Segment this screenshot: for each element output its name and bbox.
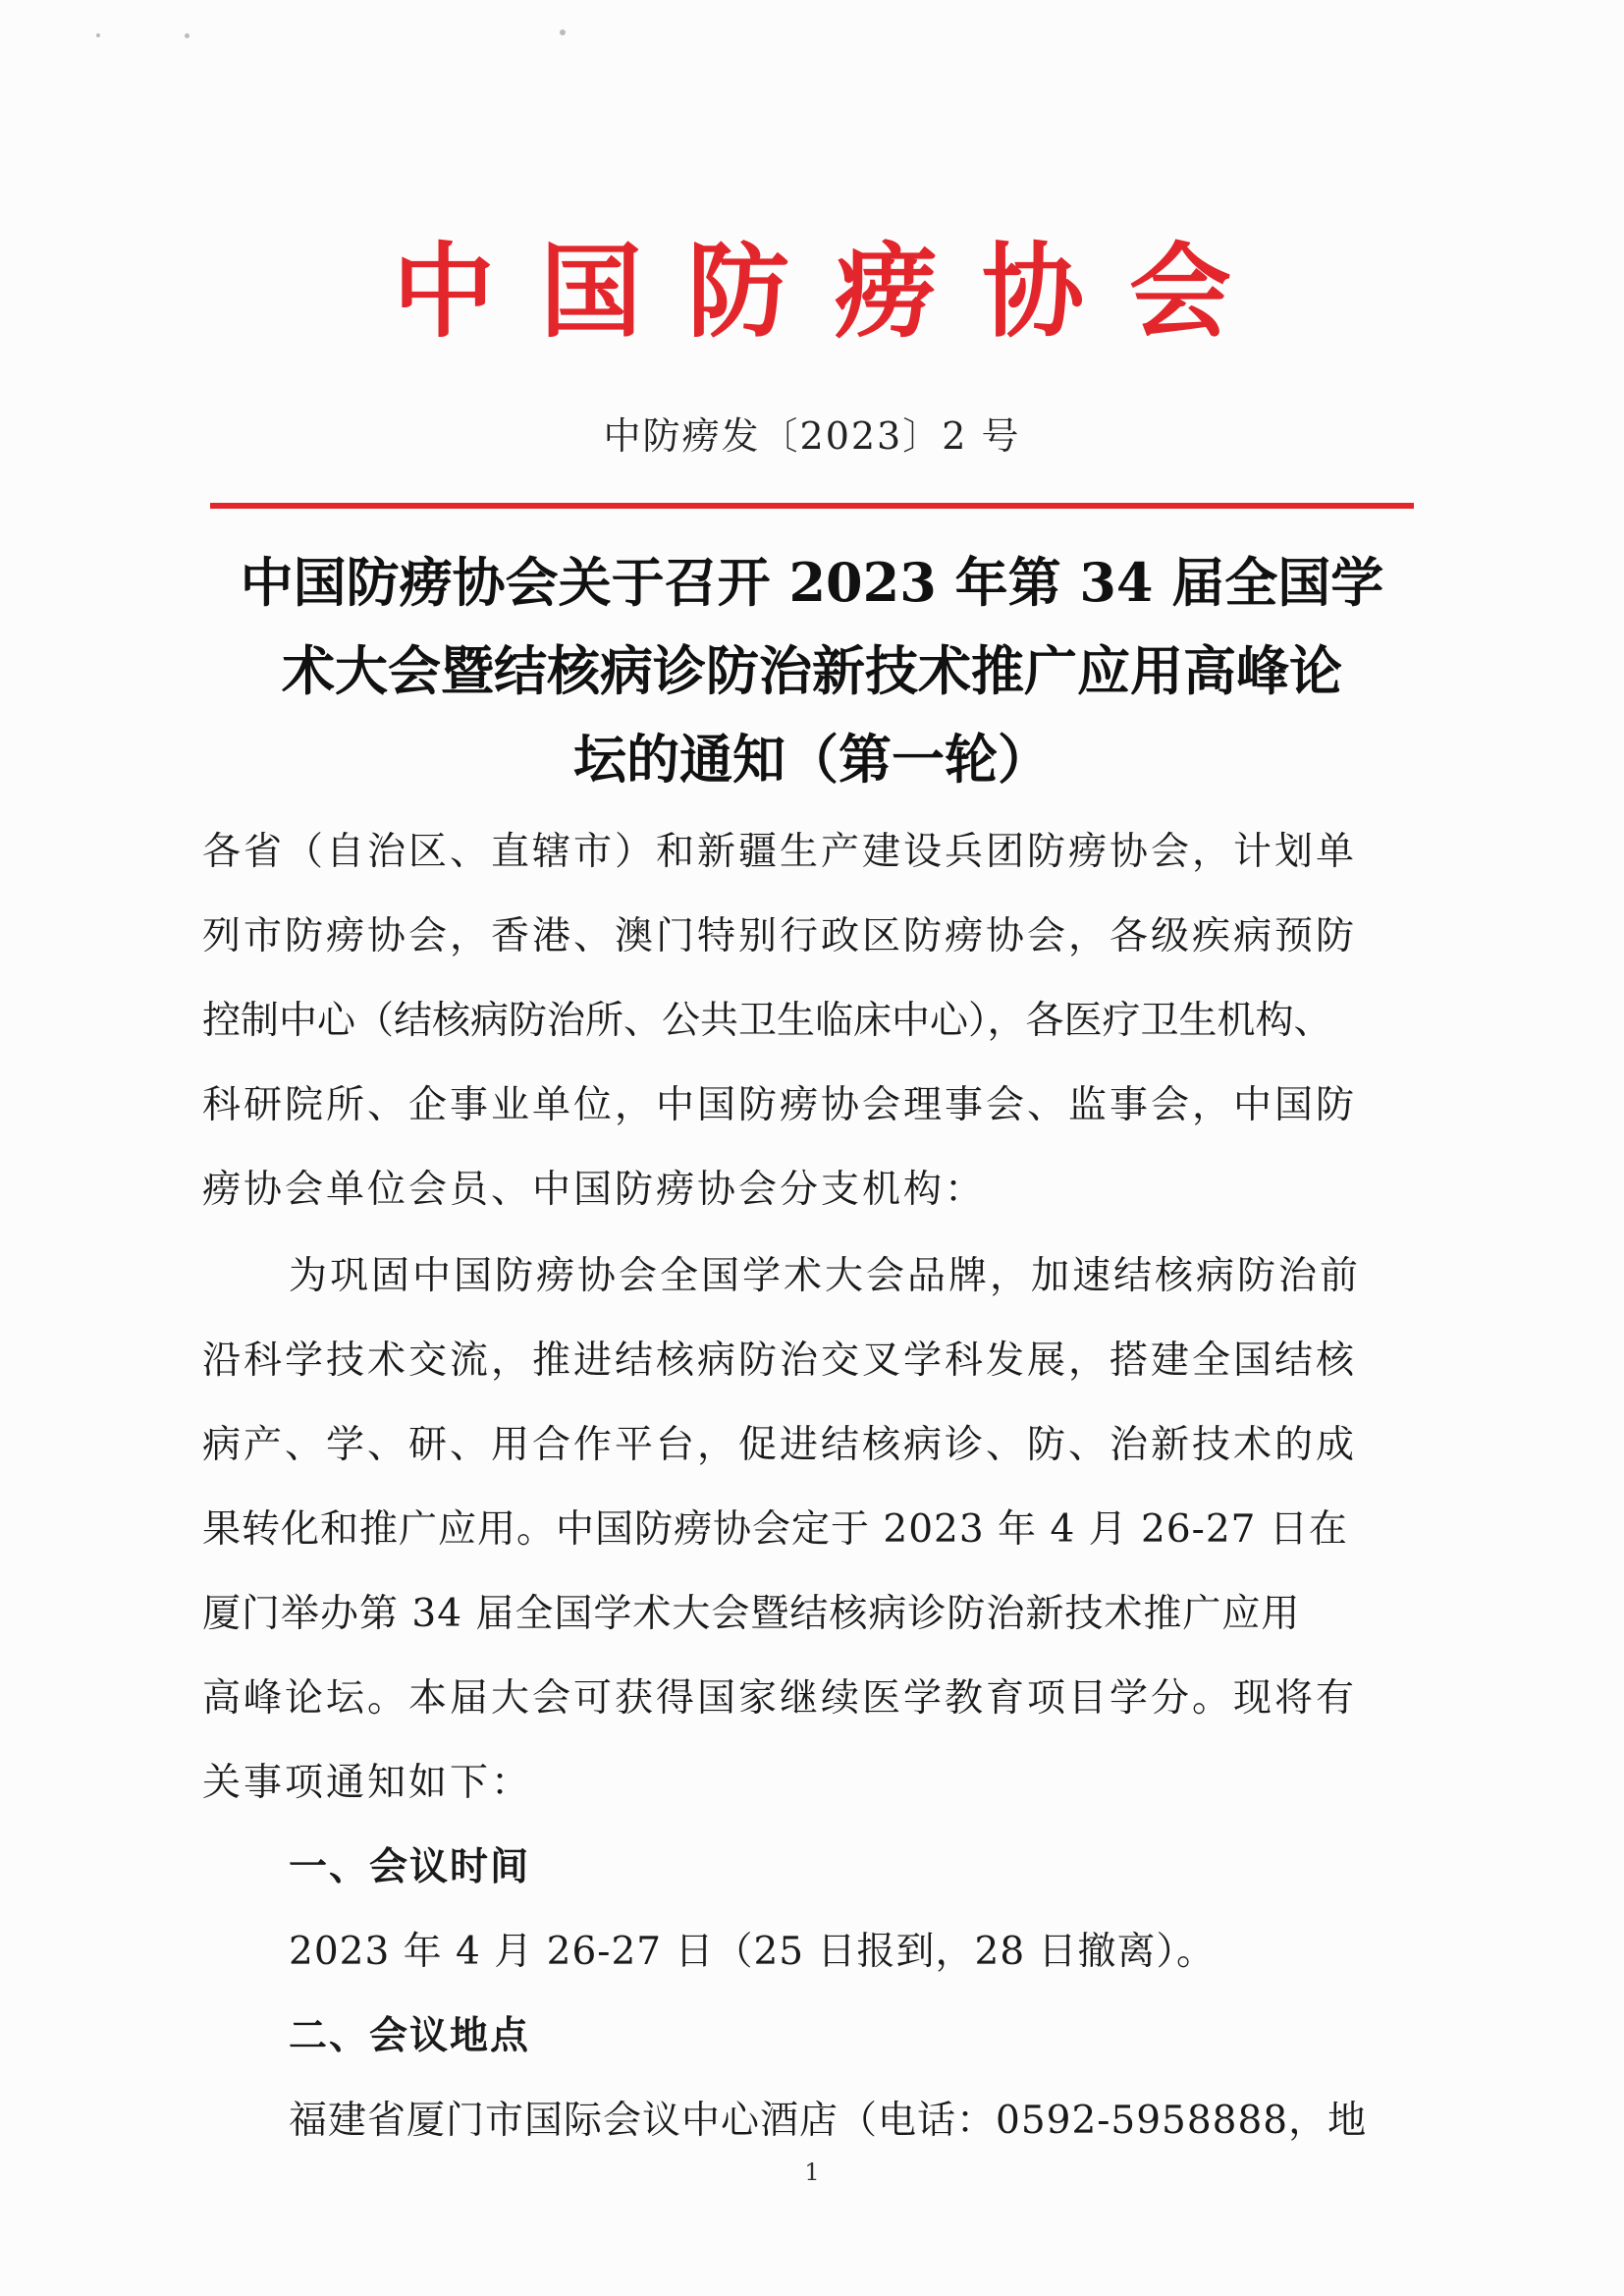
notice-title <box>210 538 1414 803</box>
section-content: 福建省厦门市国际会议中心酒店（电话：0592-5958888，地 <box>289 2099 1368 2143</box>
intro-line: 关事项通知如下： <box>202 1761 533 1805</box>
intro-line: 沿科学技术交流，推进结核病防治交叉学科发展，搭建全国结核 <box>202 1339 1358 1383</box>
intro-line: 果转化和推广应用。中国防痨协会定于 2023 年 4 月 26-27 日在 <box>202 1507 1348 1552</box>
recipients-line: 科研院所、企事业单位，中国防痨协会理事会、监事会，中国防 <box>202 1083 1358 1127</box>
scan-speck <box>185 33 189 38</box>
recipients-line: 各省（自治区、直辖市）和新疆生产建设兵团防痨协会，计划单 <box>202 830 1358 874</box>
title-line: 术大会暨结核病诊防治新技术推广应用高峰论 <box>282 639 1342 702</box>
intro-line: 高峰论坛。本届大会可获得国家继续医学教育项目学分。现将有 <box>202 1676 1358 1721</box>
title-line: 坛的通知（第一轮） <box>573 728 1051 791</box>
scan-speck <box>560 29 566 35</box>
page-number: 1 <box>804 2159 820 2186</box>
section-content: 2023 年 4 月 26-27 日（25 日报到，28 日撤离）。 <box>289 1930 1217 1974</box>
recipients-line: 列市防痨协会，香港、澳门特别行政区防痨协会，各级疾病预防 <box>202 914 1358 958</box>
intro-line: 为巩固中国防痨协会全国学术大会品牌，加速结核病防治前 <box>289 1254 1362 1298</box>
red-divider-line <box>210 503 1414 509</box>
intro-line: 病产、学、研、用合作平台，促进结核病诊、防、治新技术的成 <box>202 1423 1358 1467</box>
recipients-line: 痨协会单位会员、中国防痨协会分支机构： <box>202 1168 987 1212</box>
title-line: 中国防痨协会关于召开 2023 年第 34 届全国学 <box>240 551 1384 614</box>
organization-header: 中国防痨协会 <box>392 232 1276 352</box>
document-number: 中防痨发〔2023〕2 号 <box>603 414 1021 458</box>
intro-line: 厦门举办第 34 届全国学术大会暨结核病诊防治新技术推广应用 <box>202 1592 1301 1636</box>
section-heading: 二、会议地点 <box>289 2014 531 2058</box>
recipients-line: 控制中心（结核病防治所、公共卫生临床中心），各医疗卫生机构、 <box>202 999 1332 1043</box>
scan-speck <box>96 33 100 37</box>
section-heading: 一、会议时间 <box>289 1845 531 1889</box>
